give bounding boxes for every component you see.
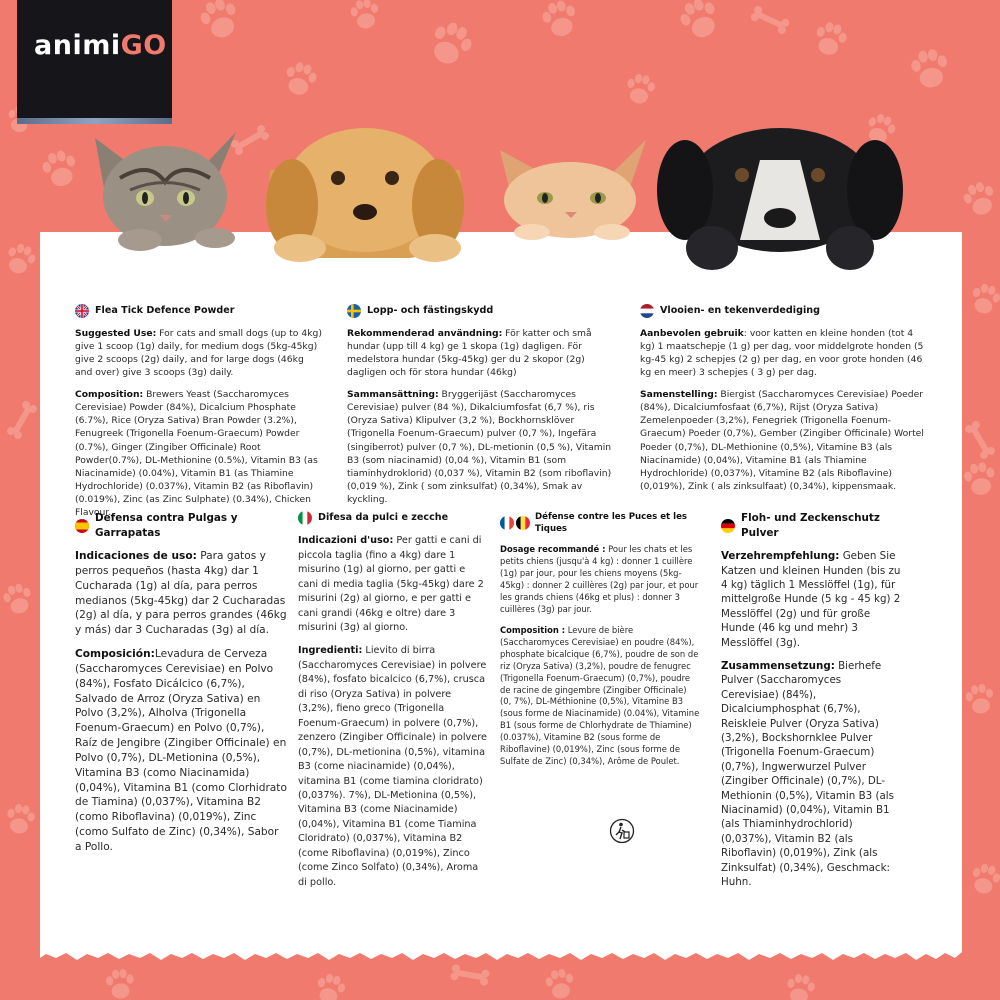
netherlands-flag-icon: [640, 304, 654, 318]
uk-flag-icon: [75, 304, 89, 318]
composition-paragraph: Composición:Levadura de Cerveza (Saccharomyces Cerevisiae) en Polvo (84%), Fosfato Dicálcico (6,7%), Salvado de Arroz (Oryza Sativa) en Polvo (3,2%), Alholva (Trigonella Foenum-Graecum) en Polvo (0,7%), Raíz de Jengibre (Zingiber Officinale) en Polvo (0,7%), DL-Metionina (0,5%), Vitamina B3 (como Niacinamida) (0,04%), Vitamina B1 (como Clorhidrato de Tiamina) (0,037%), Vitamina B2 (como Riboflavina) (0,019%), Zinc (como Sulfato de Zinc) (0,34%), Sabor a Pollo.: [75, 648, 287, 853]
pets-illustration: [0, 0, 1000, 300]
section-en: [75, 304, 323, 528]
torn-paper-edge: [40, 944, 962, 962]
belgium-flag-icon: [516, 516, 530, 530]
usage-paragraph: Dosage recommandé : Pour les chats et les petits chiens (jusqu'à 4 kg) : donner 1 cuillère (1g) par jour, pour les chiens moyens (5kg-45kg) : donner 2 cuillères (2g) par jour, et pour les grands chiens (46kg et plus) : donner 3 cuillères (3g) par jour.: [500, 544, 699, 615]
brand-logo: animiGO: [34, 30, 167, 61]
tabby-cat-image: [95, 132, 236, 251]
composition-paragraph: Composition : Levure de bière (Saccharomyces Cerevisiae) en poudre (84%), phosphate bicalcique (6,7%), poudre de son de riz (Oryza Sativa) (3,2%), poudre de fenugrec (Trigonella Foenum-Graecum) (0,7%), poudre de racine de gingembre (Zingiber Officinale) (0, 7%), DL-Méthionine (0,5%), Vitamine B3 (sous forme de Niacinamide) (0.04%), Vitamine B1 (sous forme de Chlorhydrate de Thiamine) (0.037%), Vitamine B2 (sous forme de Riboflavine) (0,019%), Zinc (sous forme de Sulfate de Zinc) (0,34%), Arôme de Poulet.: [500, 624, 700, 767]
composition-paragraph: Sammansättning: Bryggerijäst (Saccharomyces Cerevisiae) pulver (84 %), Dikalciumfosfat (6,7 %), ris (Oryza Sativa) Klipulver (3,2 %), Bockhornsklöver (Trigonella Foenum-Graecum) pulver (0,7 %), Ingefära (singiberrot) pulver (0,7 %), DL-metionin (0,5 %), Vitamin B3 (som niacinamid) (0,04 %), Vitamin B1 (som tiaminhydroklorid) (0,037 %), Vitamin B2 (som riboflavin) (0,019 %), Zink ( som zinksulfat) (0,34%), Smak av kyckling.: [347, 389, 612, 505]
section-header: [75, 511, 287, 540]
usage-paragraph: Aanbevolen gebruik: voor katten en kleine honden (tot 4 kg) 1 maatschepje (1 g) per dag, voor middelgrote honden (5 kg-45 kg) 2 schepjes (2 g) per dag, en voor grote honden (46 kg en meer) 3 schepjes ( 3 g) per dag.: [640, 328, 924, 379]
dispose-recycle-icon: [609, 818, 635, 844]
germany-flag-icon: [721, 519, 735, 533]
section-header: [298, 511, 488, 525]
section-es: [75, 511, 287, 864]
composition-paragraph: Composition: Brewers Yeast (Saccharomyces Cerevisiae) Powder (84%), Dicalcium Phosphate (6.7%), Rice (Oryza Sativa) Bran Powder (3.2%), Fenugreek (Trigonella Foenum-Graecum) Powder (0.7%), Ginger (Zingiber Officinale) Root Powder(0.7%), DL-Methionine (0.5%), Vitamin B3 (as Niacinamide) (0.04%), Vitamin B1 (as Thiamine Hydrochloride) (0.037%), Vitamin B2 (as Riboflavin) (0.019%), Zinc (as Zinc Sulphate) (0.34%), Chicken Flavour.: [75, 389, 318, 518]
section-header: [500, 511, 700, 535]
golden-retriever-image: [266, 128, 464, 262]
section-title: Floh- und Zeckenschutz Pulver: [741, 512, 880, 539]
section-title: Lopp- och fästingskydd: [367, 305, 494, 317]
spain-flag-icon: [75, 519, 89, 533]
section-header: [640, 304, 930, 318]
usage-paragraph: Rekommenderad användning: För katter och små hundar (upp till 4 kg) ge 1 skopa (1g) dagligen. För medelstora hundar (5kg-45kg) ger du 2 skopor (2g) dagligen och för stora hundar (46kg): [347, 328, 592, 379]
usage-paragraph: Indicaciones de uso: Para gatos y perros pequeños (hasta 4kg) dar 1 Cucharada (1g) al día, para perros medianos (5kg-45kg) dar 2 Cucharadas (2g) al día, y para perros grandes (46kg y más) dar 3 Cucharadas (3g) al día.: [75, 550, 287, 637]
composition-paragraph: Ingredienti: Lievito di birra (Saccharomyces Cerevisiae) in polvere (84%), fosfato bicalcico (6,7%), crusca di riso (Oryza Sativa) in polvere (3,2%), fieno greco (Trigonella Foenum-Graecum) in polvere (0,7%), zenzero (Zingiber Officinale) in polvere (0,7%), DL-metionina (0,5%), vitamina B3 (come niacinamide) (0,04%), vitamina B1 (come tiamina cloridrato) (0,037%). 7%), DL-Metionina (0,5%), Vitamina B3 (come Niacinamide) (0,04%), Vitamina B1 (come Tiamina Cloridrato) (0,037%), Vitamina B2 (come Riboflavina) (0,019%), Zinco (come Zinco Solfato) (0,34%), Aroma di pollo.: [298, 645, 487, 888]
section-title: Defensa contra Pulgas y Garrapatas: [95, 512, 238, 539]
sweden-flag-icon: [347, 304, 361, 318]
section-title: Vlooien- en tekenverdediging: [660, 305, 820, 317]
usage-paragraph: Verzehrempfehlung: Geben Sie Katzen und kleinen Hunden (bis zu 4 kg) täglich 1 Messlöffel (1g), für mittelgroße Hunde (5 kg - 45 kg) 2 Messlöffel (2g) und für große Hunde (46 kg und mehr) 3 Messlöffel (3g).: [721, 550, 901, 649]
composition-paragraph: Zusammensetzung: Bierhefe Pulver (Saccharomyces Cerevisiae) (84%), Dicalciumphosphat (6,7%), Reiskleie Pulver (Oryza Sativa) (3,2%), Bockshornklee Pulver (Trigonella Foenum-Graecum) (0,7%), Ingwerwurzel Pulver (Zingiber Officinale) (0,7%), DL-Methionin (0,5%), Vitamin B3 (als Niacinamid) (0,04%), Vitamin B1 (als Thiaminhydrochlorid) (0,037%), Vitamin B2 (als Riboflavin) (0,019%), Zink (als Zinksulfat) (0,34%), Geschmack: Huhn.: [721, 659, 895, 889]
italy-flag-icon: [298, 511, 312, 525]
usage-paragraph: Indicazioni d'uso: Per gatti e cani di piccola taglia (fino a 4kg) dare 1 misurino (1g) al giorno, per gatti e cani di media taglia (5kg-45kg) dare 2 misurini (2g) al giorno, e per gatti e cani grandi (46kg e oltre) dare 3 misurini (3g) al giorno.: [298, 535, 484, 633]
section-header: [721, 511, 901, 540]
section-title: Difesa da pulci e zecche: [318, 512, 449, 523]
france-flag-icon: [500, 516, 514, 530]
ginger-cat-image: [500, 140, 646, 240]
section-header: [347, 304, 617, 318]
section-nl: [640, 304, 930, 502]
section-it: [298, 511, 488, 899]
composition-paragraph: Samenstelling: Biergist (Saccharomyces Cerevisiae) Poeder (84%), Dicalciumfosfaat (6,7%), Rijst (Oryza Sativa) Zemelenpoeder (3,2%), Fenegriek (Trigonella Foenum-Graecum) Poeder (0,7%), Gember (Zingiber Officinale) Wortel Poeder (0,7%), DL-Methionine (0,5%), Vitamine B3 (als Niacinamide) (0,04%), Vitamine B1 (als Thiamine Hydrochloride) (0,037%), Vitamine B2 (als Riboflavine) (0,019%), Zink ( als zinksulfaat) (0,34%), kippensmaak.: [640, 389, 924, 492]
section-sv: [347, 304, 617, 515]
section-de: [721, 511, 901, 898]
section-fr: [500, 511, 700, 777]
section-title: Défense contre les Puces et les Tiques: [535, 512, 688, 535]
black-white-dog-image: [657, 128, 903, 270]
section-header: [75, 304, 323, 318]
usage-paragraph: Suggested Use: For cats and small dogs (up to 4kg) give 1 scoop (1g) daily, for medium dogs (5kg-45kg) give 2 scoops (2g) daily, and for large dogs (46kg and over) give 3 scoops (3g) daily.: [75, 328, 322, 379]
section-title: Flea Tick Defence Powder: [95, 305, 235, 317]
